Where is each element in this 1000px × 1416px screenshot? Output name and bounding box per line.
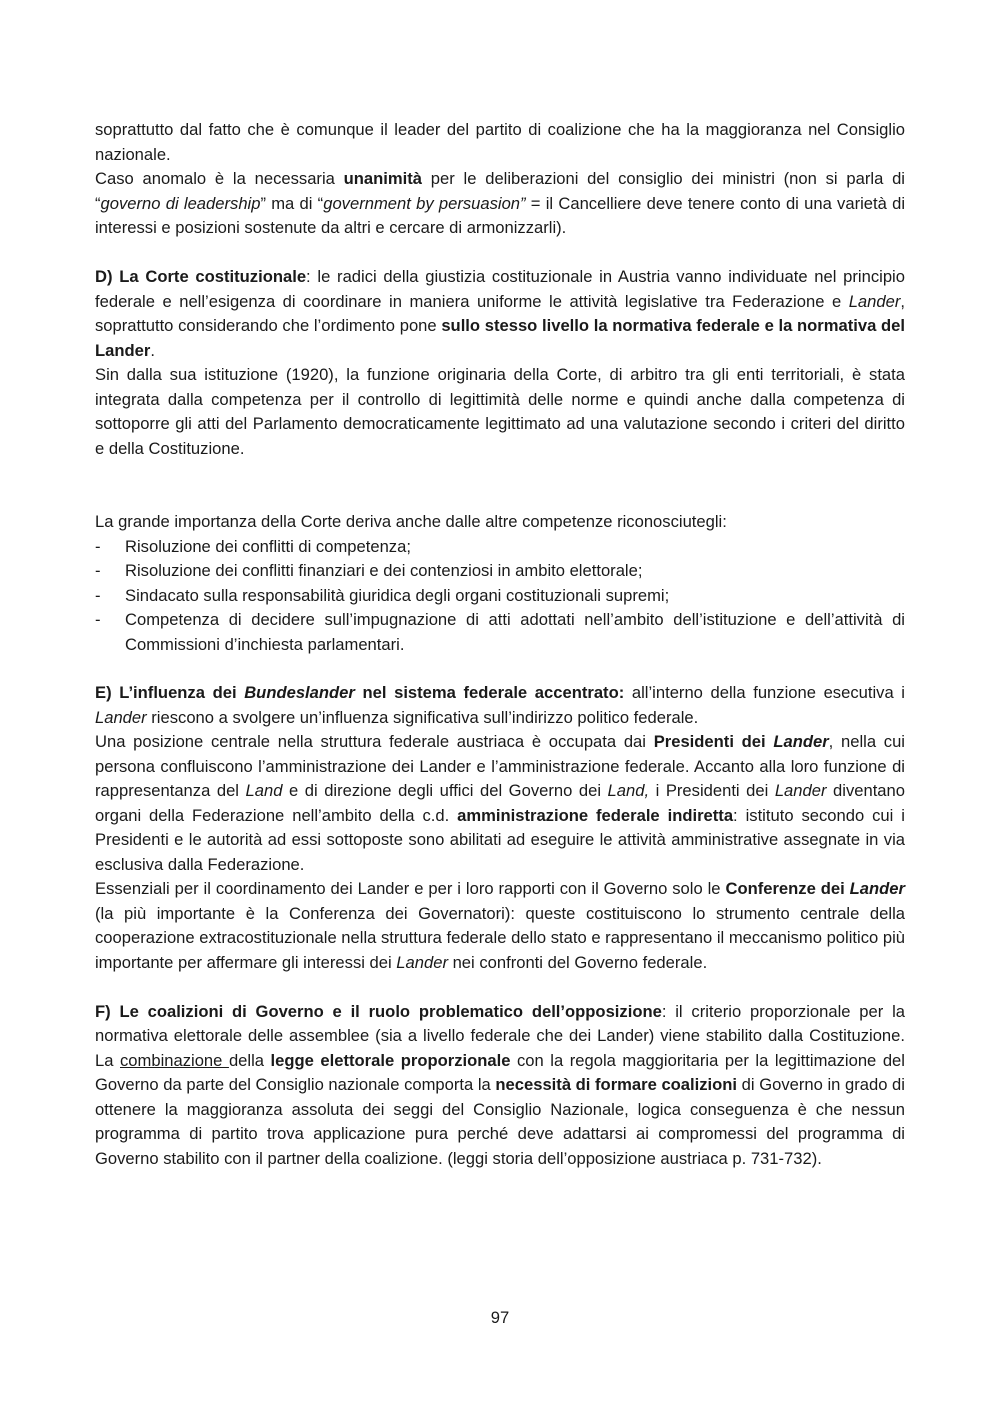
section-f-paragraph [95, 1000, 905, 1172]
text-run: della [228, 1050, 271, 1070]
paragraph-unanimity [95, 167, 905, 241]
heading-run: nel sistema federale accentrato: [354, 683, 625, 702]
list-item-text: Sindacato sulla responsabilità giuridica degli organi costituzionali supremi; [125, 585, 670, 605]
text-run: : il criterio proporzionale per la normativa elettorale delle assemblee (sia a livello federale che dei Lander) viene stabilito dalla Costituzione. La [95, 1001, 906, 1070]
spacer [95, 241, 905, 266]
page-number: 97 [490, 1308, 510, 1327]
text-run: (la più importante è la Conferenza dei Governatori): queste costituiscono lo strumento centrale della cooperazione extracostituzionale nella struttura federale dello stato e rappresentano il meccanismo politico più importante per affermare gli interessi dei [95, 903, 905, 972]
bold-term: necessità di formare coalizioni [495, 1075, 738, 1094]
text-run: Una posizione centrale nella struttura federale austriaca è occupata dai [95, 732, 654, 751]
bold-italic-run: Lander [773, 732, 829, 751]
text-run: = il Cancelliere deve tenere conto di una varietà di interessi e posizioni sostenute da altri e cercare di armonizzarli). [95, 193, 906, 237]
section-e-paragraph-3 [95, 877, 905, 975]
italic-term: Lander [396, 952, 448, 972]
section-e-paragraph [95, 681, 905, 730]
dash-bullet: - [95, 561, 101, 580]
paragraph-text: La grande importanza della Corte deriva anche dalle altre competenze riconosciutegli: [95, 512, 727, 531]
heading-italic-run: Bundeslander [244, 683, 355, 702]
heading-run: E) L’influenza dei [95, 683, 245, 702]
paragraph-text: Sin dalla sua istituzione (1920), la funzione originaria della Corte, di arbitro tra gli enti territoriali, è stata integrata dalla competenza per il controllo di legittimità delle norme e quindi anche dalla competenza di sottoporre gli atti del Parlamento democraticamente legittimato ad una valutazione secondo i criteri del diritto e della Costituzione. [95, 365, 905, 458]
list-item [95, 584, 905, 609]
bold-term [654, 732, 829, 751]
text-run: diventano organi della Federazione nell’ambito della c.d. [95, 781, 905, 825]
italic-term: Lander [848, 291, 901, 311]
text-run: ” ma di “ [260, 193, 324, 213]
competences-list [95, 535, 905, 658]
section-d-paragraph-2 [95, 363, 905, 461]
bold-term: sullo stesso livello la normativa federale e la normativa del Lander [95, 316, 905, 360]
dash-bullet: - [95, 536, 101, 556]
italic-term: Land [245, 781, 283, 800]
section-e-paragraph-2 [95, 730, 905, 877]
bold-term: legge elettorale proporzionale [270, 1050, 511, 1070]
bold-term [725, 879, 905, 898]
paragraph-text: soprattutto dal fatto che è comunque il leader del partito di coalizione che ha la maggioranza nel Consiglio nazionale. [95, 120, 905, 164]
text-run: di Governo in grado di ottenere la maggioranza assoluta dei seggi del Consiglio Nazionale, logica conseguenza è che nessun programma di partito trova applicazione pura perché deve adattarsi ai compromessi del programma di Governo stabilito con il partner della coalizione. (leggi storia dell’opposizione austriaca p. 731-732). [95, 1075, 905, 1168]
bold-run: Conferenze dei [725, 879, 850, 898]
list-item [95, 535, 905, 560]
text-run: , soprattutto considerando che l’ordimento pone [95, 291, 905, 335]
italic-term: government by persuasion” [323, 193, 526, 213]
text-run: all’interno della funzione esecutiva i [624, 683, 905, 702]
bold-term: unanimità [343, 169, 423, 188]
text-run: e di direzione degli uffici del Governo dei [282, 781, 608, 800]
spacer [95, 975, 905, 1000]
list-item [95, 608, 905, 657]
bold-italic-run: Lander [849, 879, 905, 898]
text-run: . [150, 340, 155, 360]
list-item-text: Competenza di decidere sull’impugnazione di atti adottati nell’ambito dell’istituzione e dell’attività di Commissioni d’inchiesta parlamentari. [125, 610, 905, 654]
list-item-text: Risoluzione dei conflitti di competenza; [125, 536, 411, 556]
section-f-heading: F) Le coalizioni di Governo e il ruolo problematico dell’opposizione [95, 1001, 662, 1021]
italic-term: governo di leadership [100, 193, 261, 213]
spacer [95, 461, 905, 510]
text-run: con la regola maggioritaria per la legittimazione del Governo da parte del Consiglio nazionale comporta la [95, 1050, 905, 1094]
text-run: , nella cui persona confluiscono l’amministrazione dei Lander e l’amministrazione federale. Accanto alla loro funzione di rappresentanza del [95, 732, 905, 800]
text-run: Essenziali per il coordinamento dei Lander e per i loro rapporti con il Governo solo le [95, 879, 726, 898]
dash-bullet: - [95, 585, 101, 605]
text-run: : le radici della giustizia costituzionale in Austria vanno individuate nel principio federale e nell’esigenza di coordinare in maniera uniforme le attività legislative tra Federazione e [95, 267, 905, 311]
bold-term: amministrazione federale indiretta [457, 805, 734, 825]
section-e-heading [95, 683, 624, 702]
text-run: i Presidenti dei [649, 781, 775, 800]
text-run: per le deliberazioni del consiglio dei ministri (non si parla di “ [95, 169, 905, 213]
list-item-text: Risoluzione dei conflitti finanziari e dei contenziosi in ambito elettorale; [125, 561, 643, 580]
page-body [95, 118, 905, 1171]
underlined-term: combinazione [120, 1050, 229, 1070]
italic-term: Lander [774, 781, 827, 800]
spacer [95, 657, 905, 681]
competences-intro [95, 510, 905, 535]
dash-bullet: - [95, 610, 101, 629]
section-d-heading: D) La Corte costituzionale [95, 267, 307, 286]
paragraph-continuation [95, 118, 905, 167]
section-d-paragraph [95, 265, 905, 363]
text-run: riescono a svolgere un’influenza significativa sull’indirizzo politico federale. [146, 707, 699, 727]
list-item [95, 559, 905, 584]
text-run: Caso anomalo è la necessaria [95, 169, 344, 188]
text-run: nei confronti del Governo federale. [447, 952, 708, 972]
text-run: : istituto secondo cui i Presidenti e le autorità ad essi sottoposte sono abilitati ad eseguire le attività amministrative assegnate in via esclusiva dalla Federazione. [95, 805, 905, 874]
bold-run: Presidenti dei [653, 732, 774, 751]
italic-term: Lander [95, 707, 147, 727]
italic-term: Land, [607, 781, 650, 800]
